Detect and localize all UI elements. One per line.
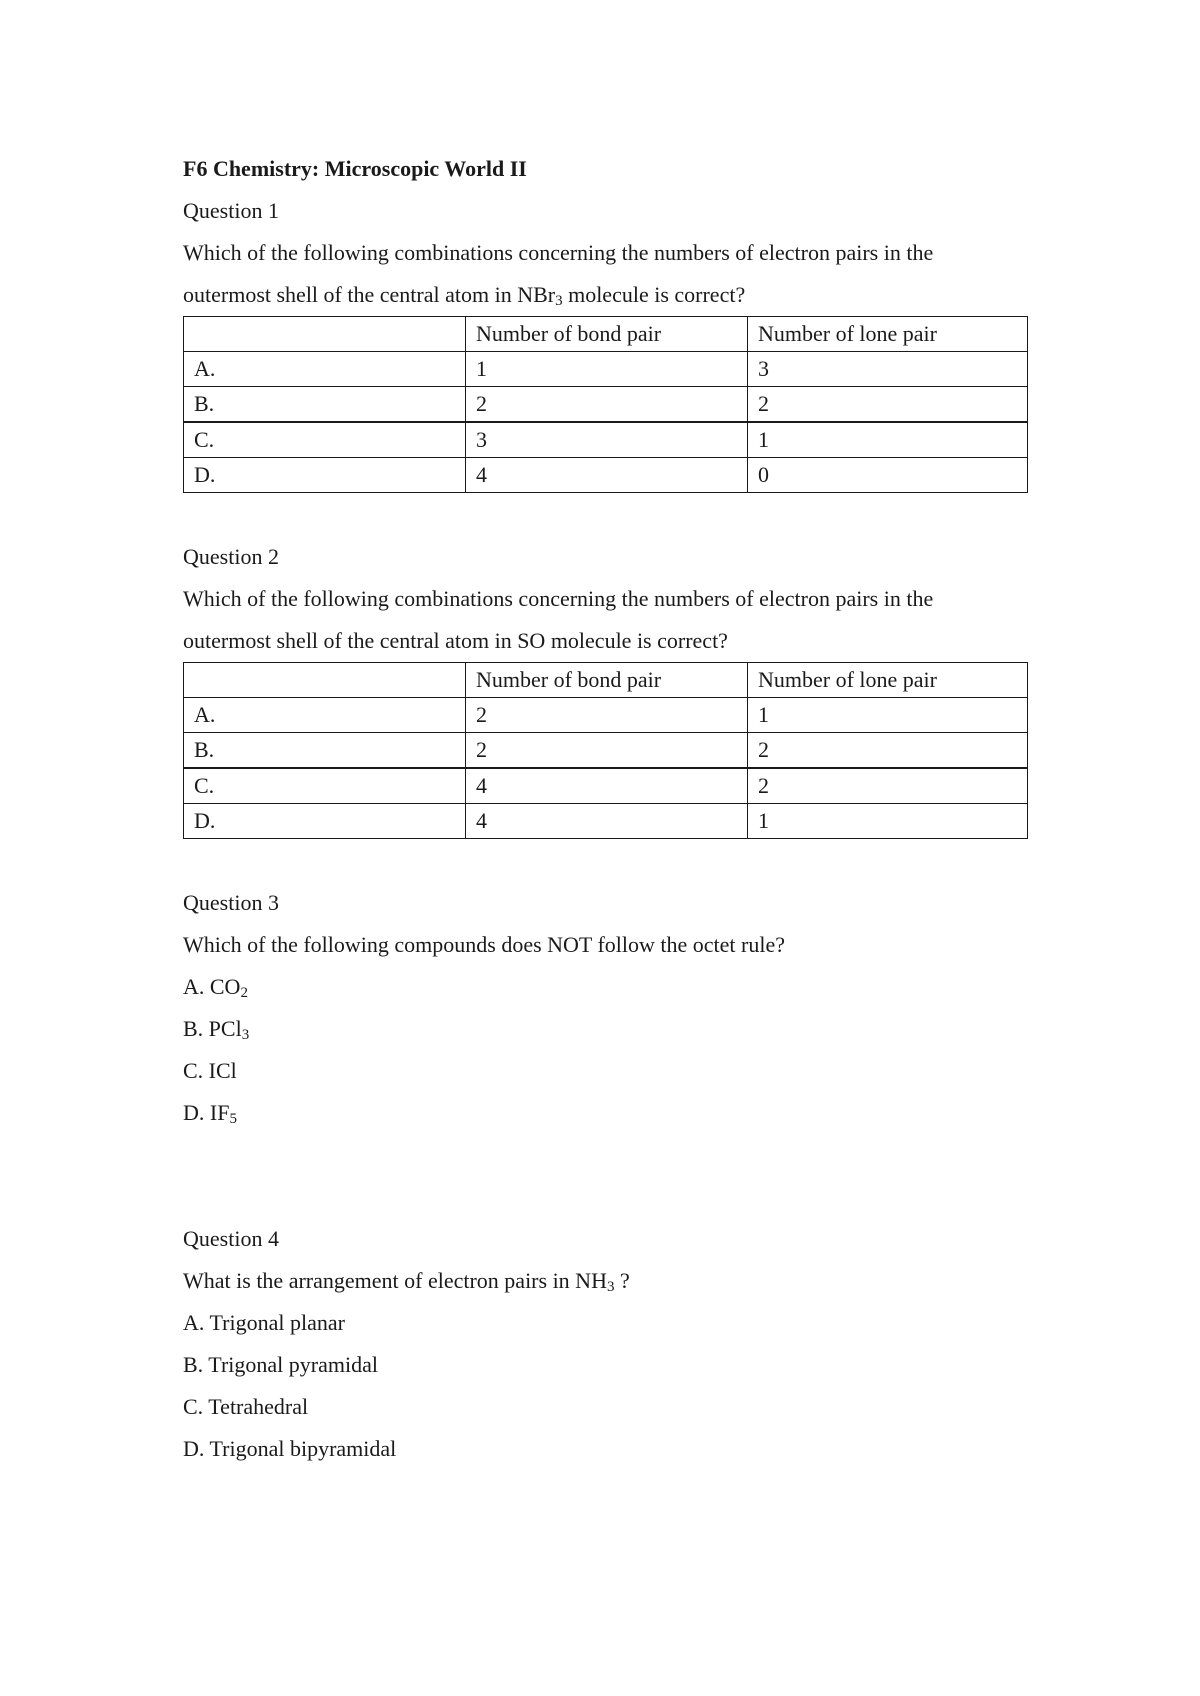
table-cell: 1 [748, 698, 1028, 733]
option-subscript: 2 [240, 985, 248, 1001]
table-cell [184, 663, 466, 698]
question-4-heading: Question 4 [183, 1226, 279, 1251]
option-text: A. CO [183, 974, 241, 999]
table-cell: 2 [466, 698, 748, 733]
table-row [184, 733, 1028, 769]
q4-stem-pre: What is the arrangement of electron pairs in NH [183, 1268, 607, 1293]
table-row [184, 698, 1028, 733]
table-header-row [184, 663, 1028, 698]
question-1-heading: Question 1 [183, 198, 279, 223]
table-cell: 2 [748, 768, 1028, 804]
q1-stem-pre: outermost shell of the central atom in NBr [183, 282, 556, 307]
question-3-heading: Question 3 [183, 890, 279, 915]
question-1-stem-line2 [183, 274, 1028, 316]
table-cell: 1 [748, 422, 1028, 458]
table-cell: 2 [748, 733, 1028, 769]
question-1-stem-line1: Which of the following combinations concerning the numbers of electron pairs in the [183, 240, 934, 265]
table-row [184, 458, 1028, 493]
table-cell: 0 [748, 458, 1028, 493]
table-row [184, 768, 1028, 804]
table-cell: D. [184, 458, 466, 493]
table-cell: 3 [466, 422, 748, 458]
table-cell: 4 [466, 804, 748, 839]
question-2-heading: Question 2 [183, 544, 279, 569]
table-cell: 1 [466, 352, 748, 387]
question-4-option-a: A. Trigonal planar [183, 1310, 345, 1335]
spacer [183, 493, 1028, 536]
table-cell: Number of lone pair [748, 663, 1028, 698]
question-3-option-b [183, 1008, 1028, 1050]
table-cell: B. [184, 387, 466, 423]
table-cell: 3 [748, 352, 1028, 387]
table-cell: C. [184, 422, 466, 458]
spacer [183, 839, 1028, 882]
table-cell: D. [184, 804, 466, 839]
question-2-table [183, 662, 1028, 839]
table-cell: 4 [466, 458, 748, 493]
table-cell: Number of lone pair [748, 317, 1028, 352]
spacer [183, 1134, 1028, 1218]
document-page [183, 148, 1028, 1470]
question-3-stem: Which of the following compounds does NOT follow the octet rule? [183, 932, 786, 957]
q1-stem-sub: 3 [555, 293, 563, 309]
table-cell: B. [184, 733, 466, 769]
question-4-option-b: B. Trigonal pyramidal [183, 1352, 378, 1377]
option-text: B. PCl [183, 1016, 242, 1041]
question-1-table [183, 316, 1028, 493]
table-header-row [184, 317, 1028, 352]
table-cell: 1 [748, 804, 1028, 839]
table-cell: 2 [466, 387, 748, 423]
q1-stem-post: molecule is correct? [562, 282, 746, 307]
question-3-option-a [183, 966, 1028, 1008]
q4-stem-post: ? [614, 1268, 630, 1293]
option-text: C. ICl [183, 1058, 237, 1083]
question-3-option-c [183, 1050, 1028, 1092]
question-3-option-d [183, 1092, 1028, 1134]
document-title: F6 Chemistry: Microscopic World II [183, 156, 527, 181]
q4-stem-sub: 3 [606, 1279, 615, 1295]
table-row [184, 804, 1028, 839]
table-cell: C. [184, 768, 466, 804]
question-2-stem-line2: outermost shell of the central atom in SO molecule is correct? [183, 628, 728, 653]
table-cell [184, 317, 466, 352]
table-cell: 2 [466, 733, 748, 769]
table-cell: 2 [748, 387, 1028, 423]
question-4-option-c: C. Tetrahedral [183, 1394, 309, 1419]
table-row [184, 422, 1028, 458]
question-2-stem-line1: Which of the following combinations concerning the numbers of electron pairs in the [183, 586, 934, 611]
table-row [184, 352, 1028, 387]
question-4-option-d: D. Trigonal bipyramidal [183, 1436, 397, 1461]
table-cell: A. [184, 698, 466, 733]
table-cell: 4 [466, 768, 748, 804]
option-subscript: 3 [241, 1027, 250, 1043]
table-cell: Number of bond pair [466, 663, 748, 698]
table-row [184, 387, 1028, 423]
option-text: D. IF [183, 1100, 230, 1125]
table-cell: A. [184, 352, 466, 387]
question-4-stem [183, 1260, 1028, 1302]
table-cell: Number of bond pair [466, 317, 748, 352]
option-subscript: 5 [229, 1111, 237, 1127]
